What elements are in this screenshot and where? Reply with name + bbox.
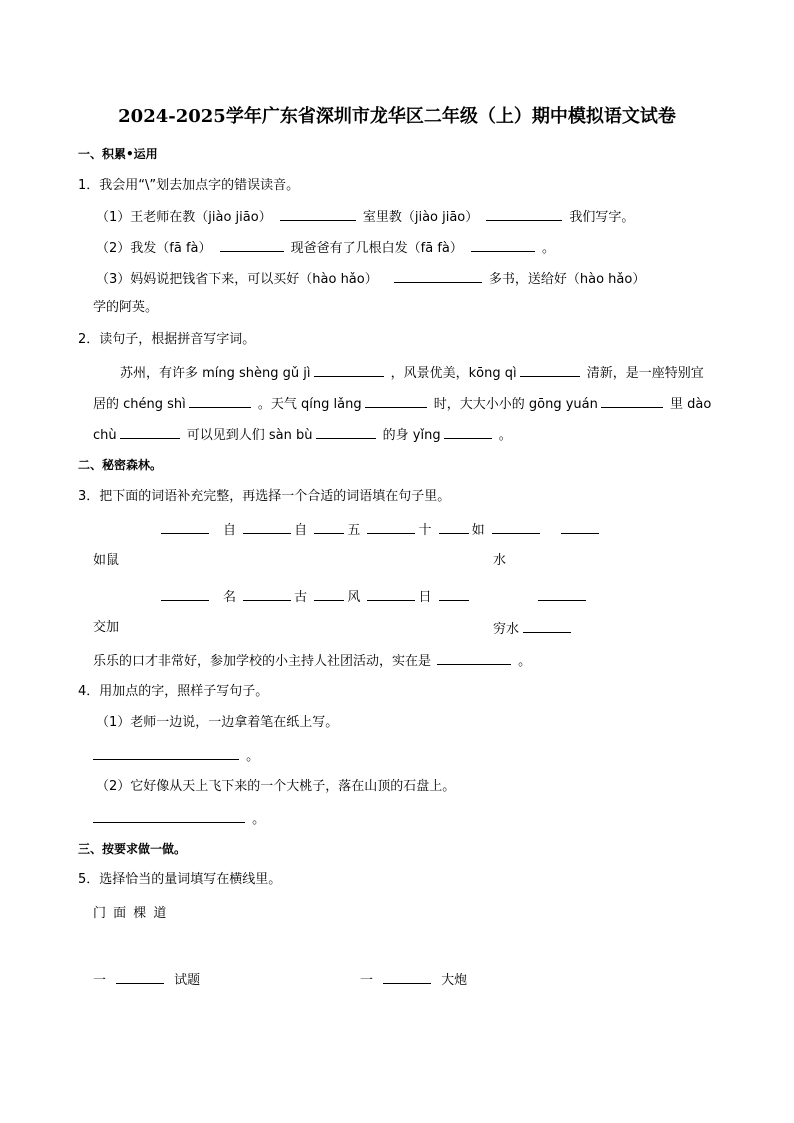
answer-blank[interactable] <box>314 364 384 377</box>
q2-row-2: 居的 chéng shì 。天气 qíng lǎng 时，大大小小的 gōng yuán 里 dào <box>93 397 712 412</box>
answer-blank[interactable] <box>437 652 511 665</box>
idiom-row-1: 自 自 五 十 如 <box>158 521 602 539</box>
q2-row-1: 苏州，有许多 míng shèng gǔ jì ，风景优美，kōng qì 清新，是一座特别宜 <box>120 366 704 381</box>
answer-blank[interactable] <box>394 270 482 283</box>
idiom-row-2-word-b: 穷水 <box>493 620 574 638</box>
q5-item-1: 一 试题 <box>93 973 201 988</box>
answer-blank[interactable] <box>601 395 663 408</box>
answer-blank[interactable] <box>492 521 540 534</box>
section-3-heading: 三、按要求做一做。 <box>78 842 187 856</box>
answer-blank[interactable] <box>383 971 431 984</box>
answer-blank[interactable] <box>120 426 180 439</box>
q3-sentence: 乐乐的口才非常好，参加学校的小主持人社团活动，实在是 。 <box>93 654 532 669</box>
q4-answer-2: 。 <box>93 810 265 828</box>
answer-blank[interactable] <box>189 395 251 408</box>
answer-blank[interactable] <box>520 364 580 377</box>
answer-blank[interactable] <box>367 588 415 601</box>
idiom-row-1-word-b: 水 <box>493 553 507 568</box>
answer-blank[interactable] <box>538 588 586 601</box>
answer-blank[interactable] <box>316 426 376 439</box>
section-2-heading: 二、秘密森林。 <box>78 458 163 472</box>
section-1-heading: 一、积累•运用 <box>78 147 158 161</box>
q1-line-1: （1）王老师在教（jiào jiāo） 室里教（jiào jiāo） 我们写字。 <box>96 210 635 225</box>
q5-stem: 5．选择恰当的量词填写在横线里。 <box>78 872 282 887</box>
answer-blank[interactable] <box>161 588 209 601</box>
idiom-row-2: 名 古 风 日 <box>158 588 589 606</box>
q1-line-2: （2）我发（fā fà） 现爸爸有了几根白发（fā fà） 。 <box>96 241 556 256</box>
answer-blank[interactable] <box>314 521 344 534</box>
q1-stem: 1．我会用“\”划去加点字的错误读音。 <box>78 178 300 193</box>
answer-blank[interactable] <box>439 588 469 601</box>
answer-blank[interactable] <box>471 239 535 252</box>
idiom-row-1-word-a: 如鼠 <box>93 553 120 568</box>
answer-blank[interactable] <box>243 588 291 601</box>
exam-title: 2024-2025学年广东省深圳市龙华区二年级（上）期中模拟语文试卷 <box>118 106 676 127</box>
answer-blank[interactable] <box>561 521 599 534</box>
q2-stem: 2．读句子，根据拼音写字词。 <box>78 332 256 347</box>
answer-blank[interactable] <box>365 395 427 408</box>
answer-blank[interactable] <box>367 521 415 534</box>
answer-blank[interactable] <box>280 208 356 221</box>
answer-blank[interactable] <box>486 208 562 221</box>
answer-blank[interactable] <box>314 588 344 601</box>
q1-line-3: （3）妈妈说把钱省下来，可以买好（hào hǎo） 多书，送给好（hào hǎo） <box>96 272 646 287</box>
q3-stem: 3．把下面的词语补充完整，再选择一个合适的词语填在句子里。 <box>78 489 451 504</box>
q5-item-2: 一 大炮 <box>360 973 468 988</box>
answer-blank[interactable] <box>220 239 284 252</box>
q5-options: 门 面 棵 道 <box>93 906 167 921</box>
q4-stem: 4．用加点的字，照样子写句子。 <box>78 684 269 699</box>
q1-line-3-cont: 学的阿英。 <box>93 300 159 315</box>
answer-blank[interactable] <box>444 426 492 439</box>
answer-blank[interactable] <box>116 971 164 984</box>
answer-blank[interactable] <box>161 521 209 534</box>
answer-blank[interactable] <box>523 620 571 633</box>
answer-blank[interactable] <box>439 521 469 534</box>
answer-blank[interactable] <box>243 521 291 534</box>
q4-answer-1: 。 <box>93 747 259 765</box>
answer-line[interactable] <box>93 810 245 823</box>
idiom-row-2-word-a: 交加 <box>93 620 120 635</box>
answer-line[interactable] <box>93 747 239 760</box>
q4-prompt-1: （1）老师一边说，一边拿着笔在纸上写。 <box>96 715 339 730</box>
q2-row-3: chù 可以见到人们 sàn bù 的身 yǐng 。 <box>93 428 512 443</box>
q4-prompt-2: （2）它好像从天上飞下来的一个大桃子，落在山顶的石盘上。 <box>96 779 456 794</box>
